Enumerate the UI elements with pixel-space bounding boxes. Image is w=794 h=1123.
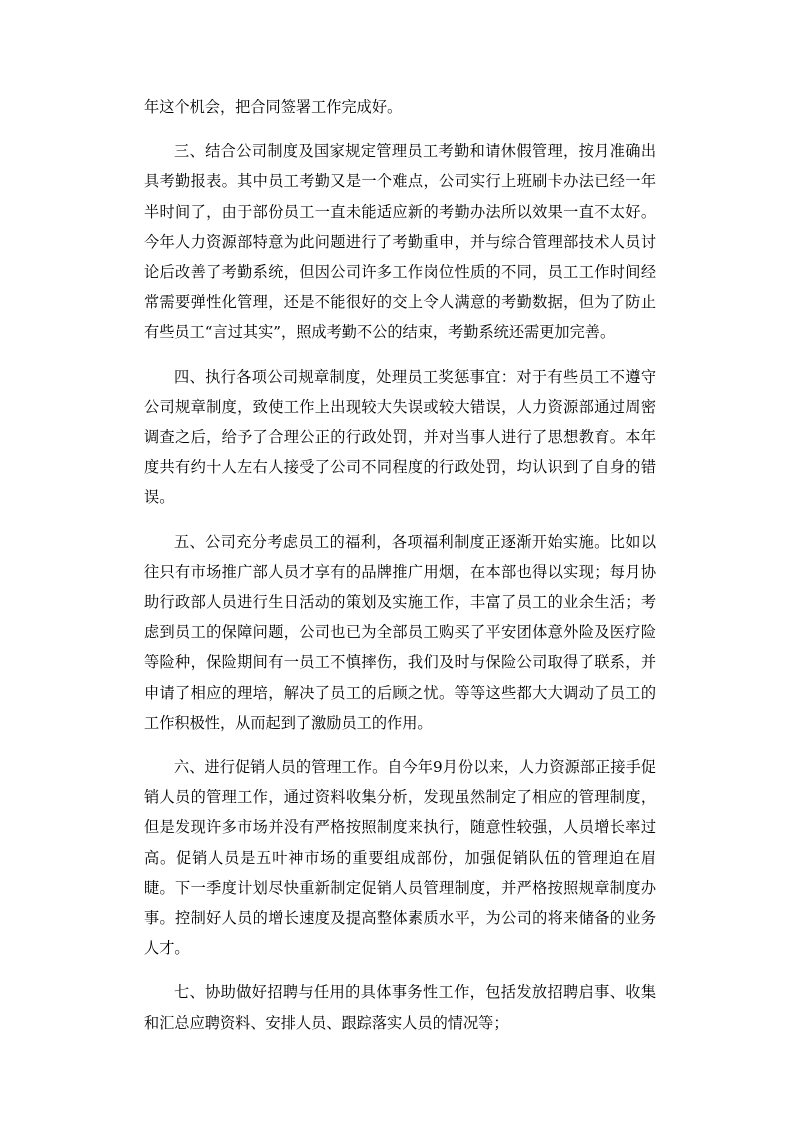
paragraph-attendance: 三、结合公司制度及国家规定管理员工考勤和请休假管理，按月准确出具考勤报表。其中员工考勤又是一个难点，公司实行上班刷卡办法已经一年半时间了，由于部份员工一直未能适应新的考勤办法所以效果一直不太好。今年人力资源部特意为此问题进行了考勤重申，并与综合管理部技术人员讨论后改善了考勤系统，但因公司许多工作岗位性质的不同，员工工作时间经常需要弹性化管理，还是不能很好的交上令人满意的考勤数据，但为了防止有些员工“言过其实”，照成考勤不公的结束，考勤系统还需更加完善。 bbox=[144, 142, 656, 342]
paragraph-continuation: 年这个机会，把合同签署工作完成好。 bbox=[144, 98, 403, 116]
paragraph-discipline: 四、执行各项公司规章制度，处理员工奖惩事宜：对于有些员工不遵守公司规章制度，致使工作上出现较大失误或较大错误，人力资源部通过周密调查之后，给予了合理公正的行政处罚，并对当事人进行了思想教育。本年度共有约十人左右人接受了公司不同程度的行政处罚，均认识到了自身的错误。 bbox=[144, 367, 656, 507]
document-body bbox=[144, 92, 656, 1052]
paragraph-recruitment: 七、协助做好招聘与任用的具体事务性工作，包括发放招聘启事、收集和汇总应聘资料、安排人员、跟踪落实人员的情况等； bbox=[144, 983, 656, 1032]
paragraph-promoter-management: 六、进行促销人员的管理工作。自今年9月份以来，人力资源部正接手促销人员的管理工作，通过资料收集分析，发现虽然制定了相应的管理制度，但是发现许多市场并没有严格按照制度来执行，随意性较强，人员增长率过高。促销人员是五叶神市场的重要组成部份，加强促销队伍的管理迫在眉睫。下一季度计划尽快重新制定促销人员管理制度，并严格按照规章制度办事。控制好人员的增长速度及提高整体素质水平，为公司的将来储备的业务人才。 bbox=[144, 758, 656, 958]
paragraph-welfare: 五、公司充分考虑员工的福利，各项福利制度正逐渐开始实施。比如以往只有市场推广部人员才享有的品牌推广用烟，在本部也得以实现；每月协助行政部人员进行生日活动的策划及实施工作，丰富了员工的业余生活；考虑到员工的保障问题，公司也已为全部员工购买了平安团体意外险及医疗险等险种，保险期间有一员工不慎摔伤，我们及时与保险公司取得了联系，并申请了相应的理培，解决了员工的后顾之忧。等等这些都大大调动了员工的工作积极性，从而起到了激励员工的作用。 bbox=[144, 532, 656, 732]
